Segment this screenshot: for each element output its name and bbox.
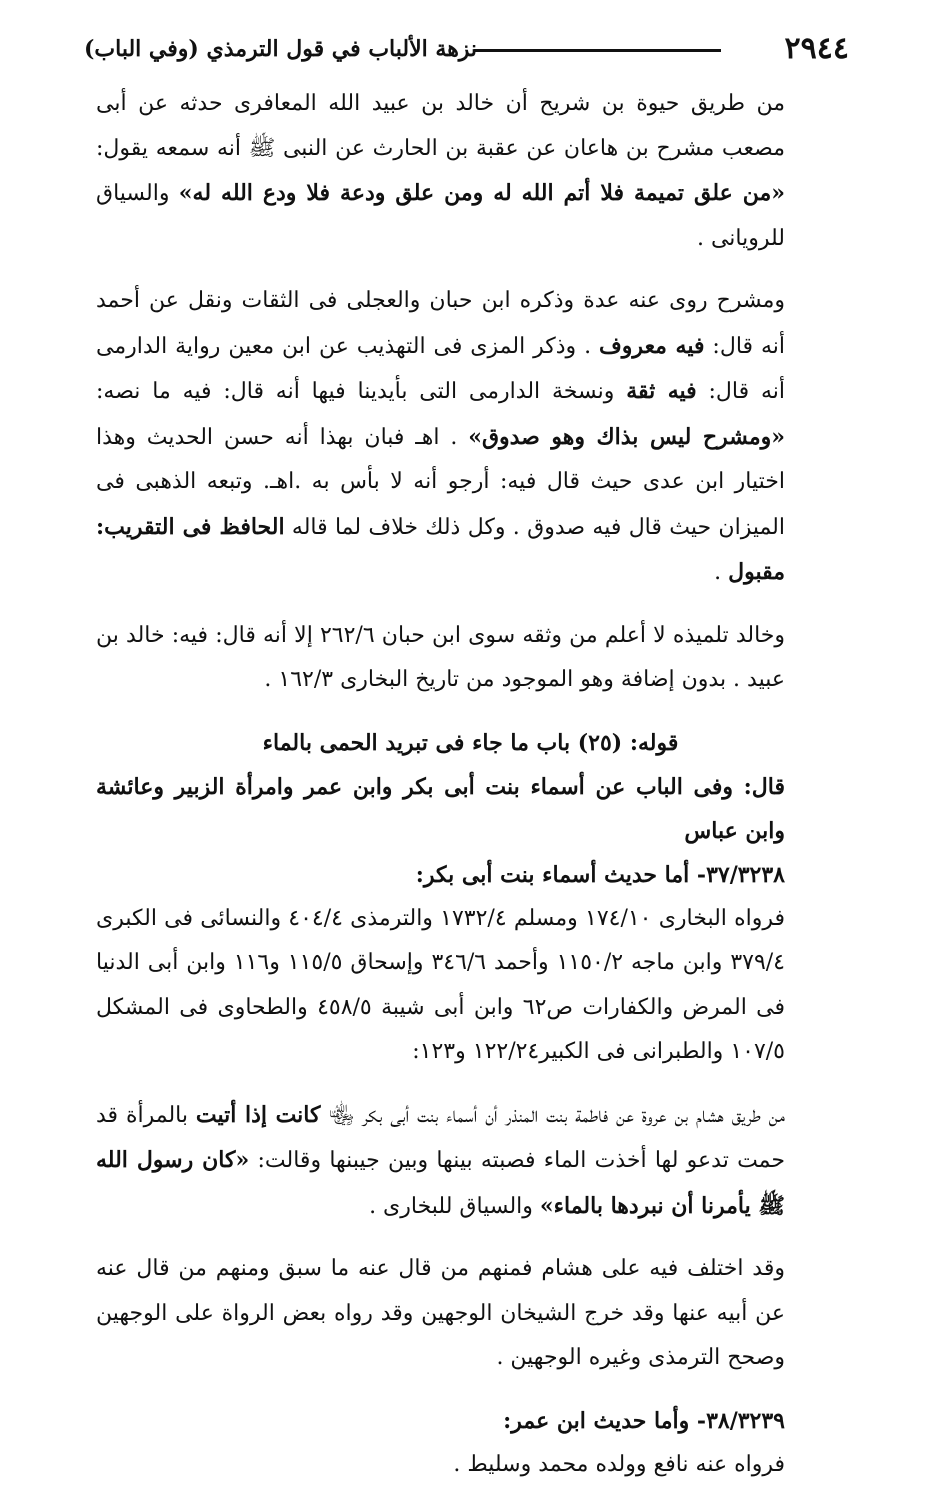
paragraph-2 — [96, 279, 845, 596]
header-rule — [474, 49, 721, 52]
paragraph-text: ومشرح روى عنه عدة وذكره ابن حبان والعجلى فى الثقات ونقل عن أحمد أنه قال: — [96, 288, 786, 359]
paragraph-1 — [96, 82, 845, 261]
bold-phrase: كانت إذا أتيت — [195, 1101, 321, 1128]
section-heading: قوله: (٢٥) باب ما جاء فى تبريد الحمى بالماء — [262, 729, 679, 756]
section-qal: قال: وفى الباب عن أسماء بنت أبى بكر وابن عمر وامرأة الزبير وعائشة وابن عباس — [96, 773, 785, 844]
paragraph-3: وخالد تلميذه لا أعلم من وثقه سوى ابن حبان ٢٦٢/٦ إلا أنه قال: فيه: خالد بن عبيد . بدون إضافة وهو الموجود من تاريخ البخارى ١٦٢/٣ . — [96, 622, 785, 692]
paragraph-text: . — [714, 560, 729, 585]
paragraph-text: . وذكر المزى فى التهذيب عن ابن معين رواية الدارمى أنه قال: — [96, 333, 786, 404]
page-number: ٢٩٤٤ — [784, 31, 849, 66]
paragraph-text: ونسخة الدارمى التى بأيدينا فيها أنه قال: فيه ما نصه: — [96, 379, 627, 404]
paragraph-7: فرواه عنه نافع وولده محمد وسليط . — [453, 1451, 785, 1477]
paragraph-4: فرواه البخارى ١٧٤/١٠ ومسلم ١٧٣٢/٤ والترمذى ٤٠٤/٤ والنسائى فى الكبرى ٣٧٩/٤ وابن ماجه ١١٥٠/٢ وأحمد ٣٤٦/٦ وإسحاق ١١٥/٥ و١١٦ وابن أبى الدنيا فى المرض والكفارات ص٦٢ وابن أبى شيبة ٤٥٨/٥ والطحاوى فى المشكل ١٠٧/٥ والطبرانى فى الكبير١٢٢/٢٤ و١٢٣: — [96, 905, 786, 1064]
bold-phrase: فيه معروف — [599, 332, 705, 359]
bold-phrase: الحافظ فى التقريب: مقبول — [96, 513, 785, 585]
paragraph-text: من طريق هشام بن عروة عن فاطمة بنت المنذر أن أسماء بنت أبى بكر ﵄ — [320, 1102, 786, 1128]
page-header — [84, 30, 849, 68]
paragraph-text: بالمرأة قد حمت تدعو لها أخذت الماء فصبته بينها وبين جيبنها وقالت: — [96, 1102, 785, 1173]
hadith-quote: «من علق تميمة فلا أتم الله له ومن علق ودعة فلا ودع الله له» — [178, 180, 785, 206]
paragraph-text: والسياق للرويانى . — [96, 181, 785, 251]
running-title: نزهة الألباب في قول الترمذي (وفي الباب) — [84, 36, 478, 62]
paragraph-5 — [96, 1093, 845, 1230]
subheading-2: ٣٨/٣٢٣٩- وأما حديث ابن عمر: — [503, 1407, 785, 1434]
paragraph-text: من طريق حيوة بن شريح أن خالد بن عبيد الله المعافرى حدثه عن أبى مصعب مشرح بن هاعان عن عقبة بن الحارث عن النبى ﷺ أنه سمعه يقول: — [96, 91, 785, 161]
paragraph-text: والسياق للبخارى . — [369, 1193, 540, 1219]
hadith-quote: «كان رسول الله ﷺ يأمرنا أن نبردها بالماء» — [96, 1147, 785, 1219]
subheading-1: ٣٧/٣٢٣٨- أما حديث أسماء بنت أبى بكر: — [415, 861, 785, 888]
paragraph-6: وقد اختلف فيه على هشام فمنهم من قال عنه ما سبق ومنهم من قال عنه عن أبيه عنها وقد خرج الشيخان الوجهين وقد رواه بعض الرواة على الوجهين وصحح الترمذى وغيره الوجهين . — [96, 1256, 785, 1370]
paragraph-text: . اهـ فبان بهذا أنه حسن الحديث وهذا اختيار ابن عدى حيث قال فيه: أرجو أنه لا بأس به .اهـ. وتبعه الذهبى فى الميزان حيث قال فيه صدوق . وكل ذلك خلاف لما قاله — [96, 424, 785, 540]
bold-phrase: فيه ثقة — [626, 378, 697, 404]
page-body — [96, 82, 845, 1505]
bold-phrase: «ومشرح ليس بذاك وهو صدوق» — [468, 423, 785, 450]
